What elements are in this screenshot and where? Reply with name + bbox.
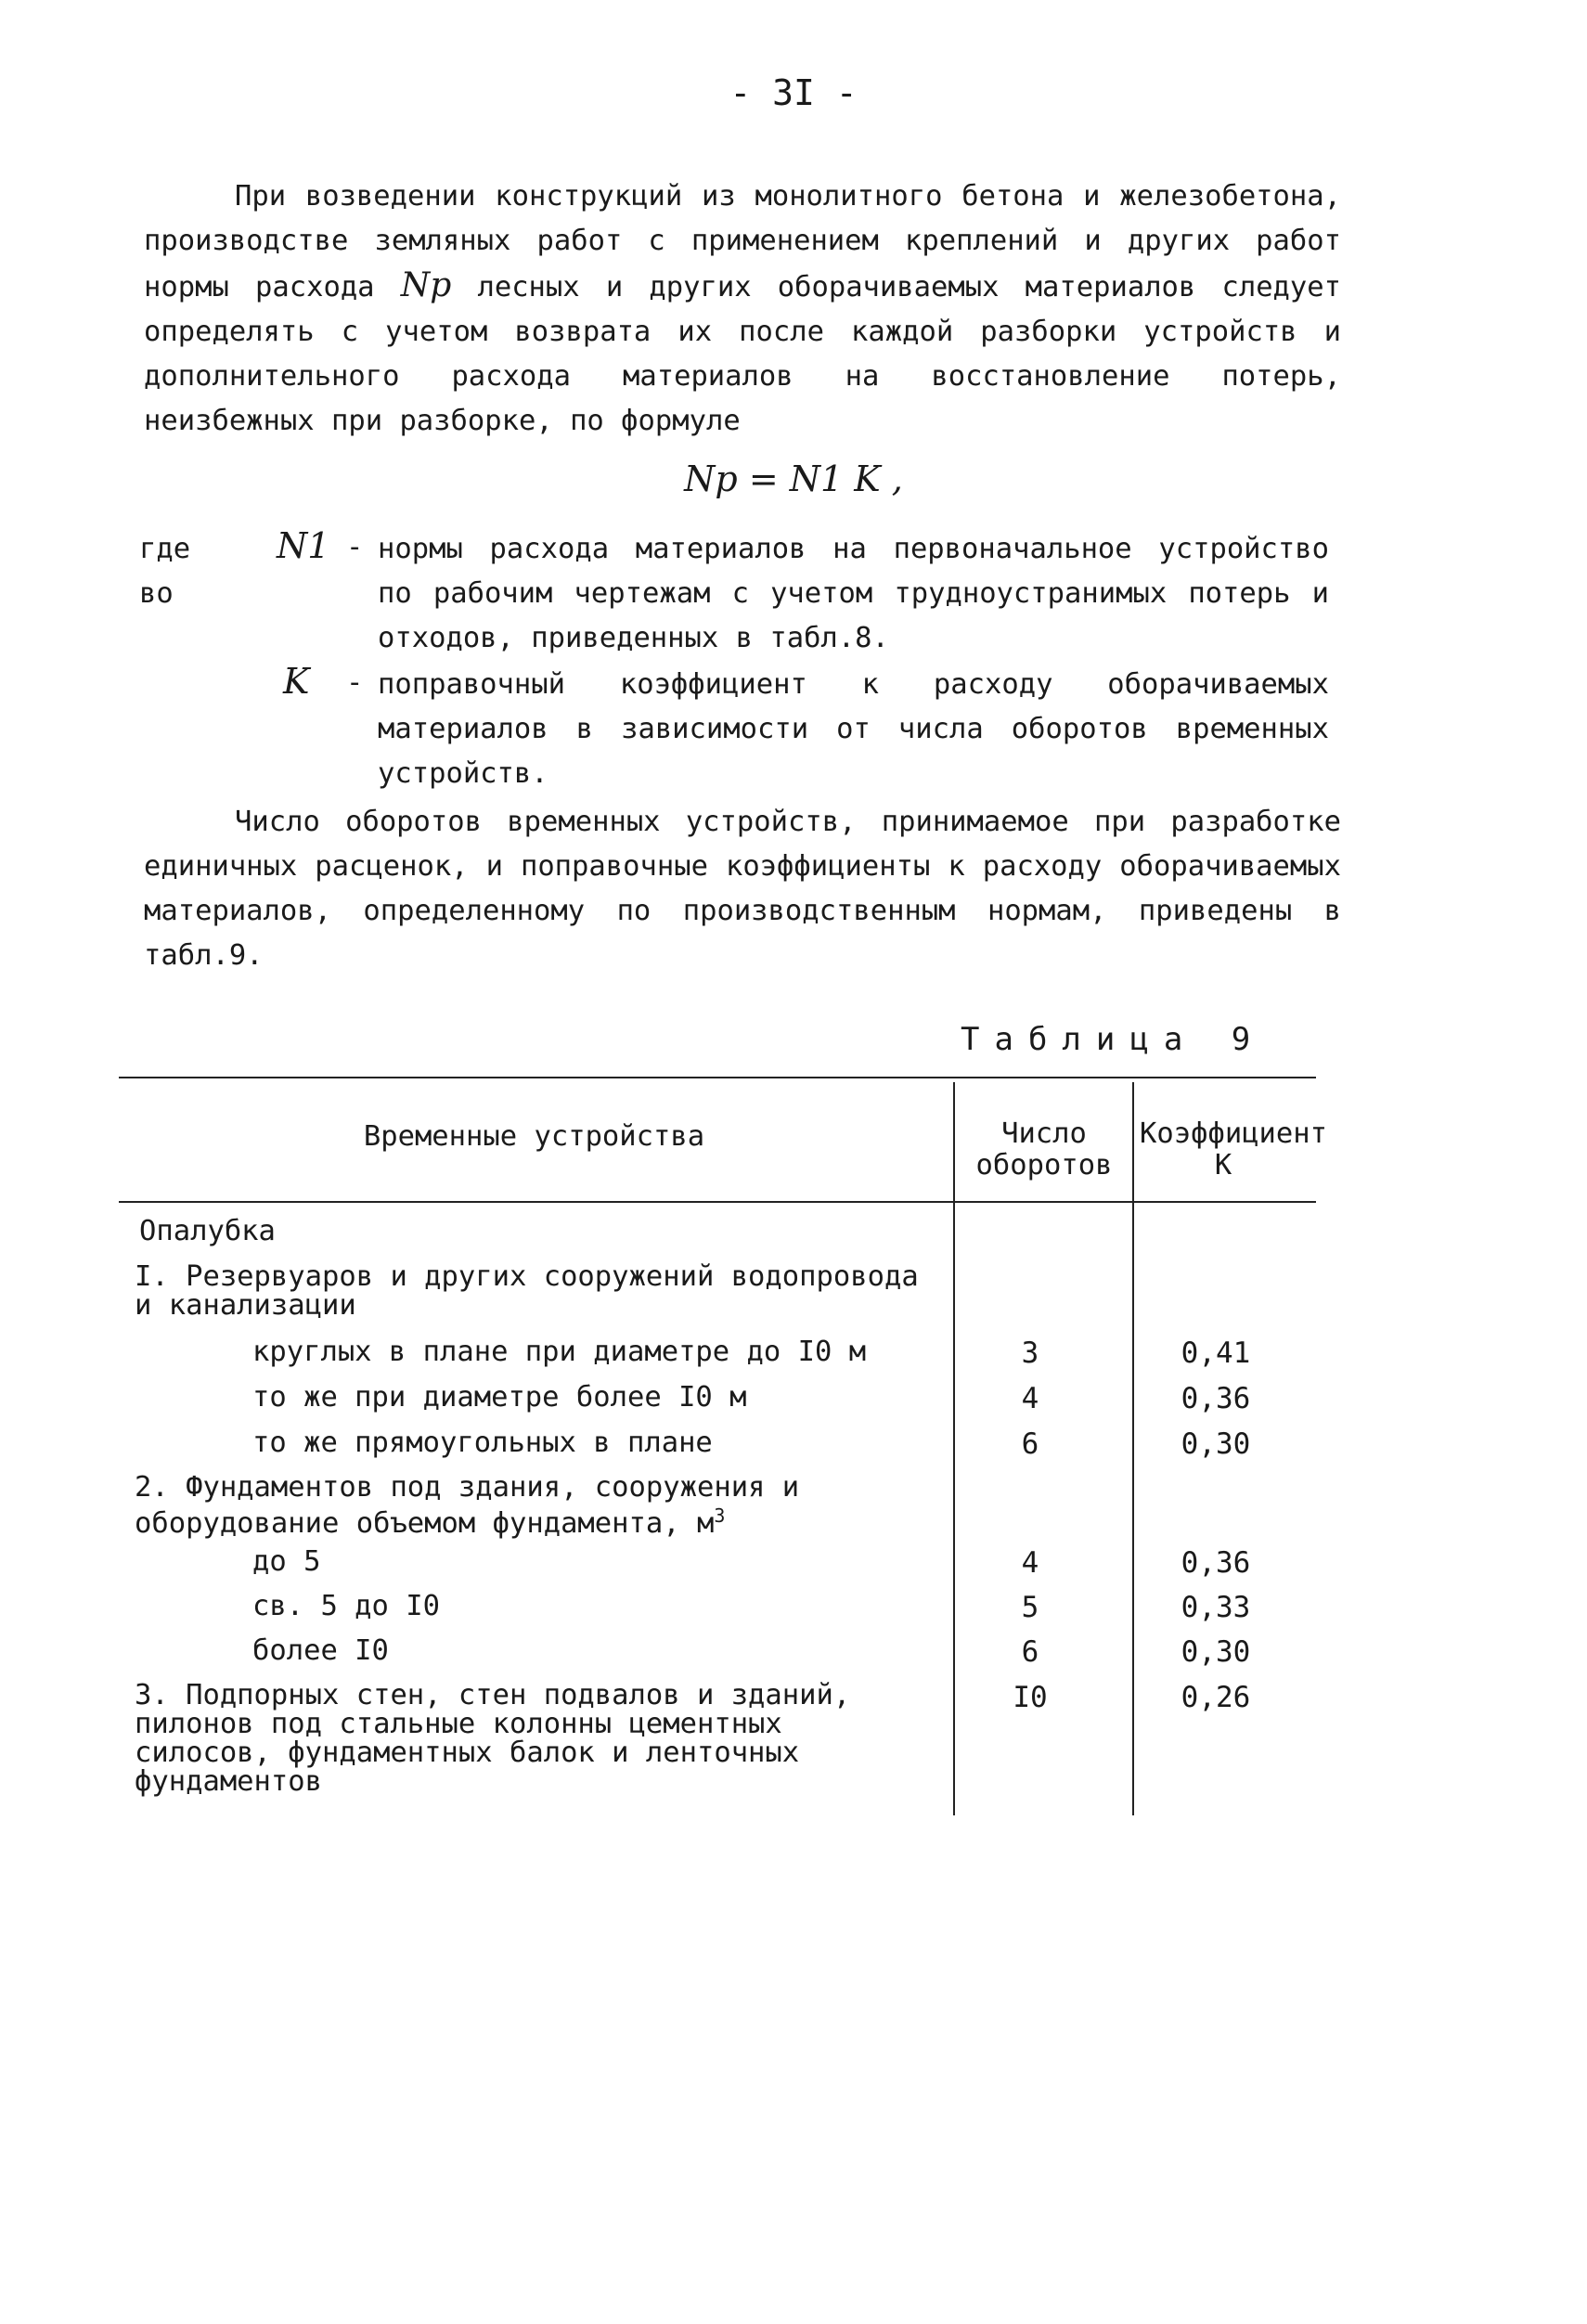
table-row-turns: I0	[1013, 1681, 1048, 1714]
group-3-title: 3. Подпорных стен, стен подвалов и зданий, пилонов под стальные колонны цементных силосов, фундаментных балок и ленточных фундаментов	[135, 1679, 851, 1798]
table-row-turns: 6	[1021, 1635, 1039, 1669]
k-dash: -	[346, 666, 364, 699]
group-2-title: 2. Фундаментов под здания, сооружения и оборудование объемом фундамента, $м^3$	[135, 1471, 800, 1541]
table-top-rule	[119, 1077, 1316, 1078]
formula: Nр = N1 K ,	[684, 458, 903, 499]
page-number: - 3I -	[729, 72, 858, 113]
table-row-turns: 4	[1021, 1382, 1039, 1415]
intro-paragraph-2: Число оборотов временных устройств, принимаемое при разработке единичных расценок, и поправочные коэффициенты к расходу оборачиваемых материалов, определенному по производственным нормам, приведены в табл.9.	[144, 806, 1341, 972]
table-row-coef: 0,41	[1181, 1336, 1251, 1370]
table-row-label: до 5	[252, 1545, 321, 1578]
n1-symbol: N1	[277, 525, 330, 566]
table-row-coef: 0,36	[1181, 1382, 1251, 1415]
table-row-turns: 6	[1021, 1427, 1039, 1461]
k-symbol: K	[283, 661, 310, 702]
table-row-coef: 0,33	[1181, 1591, 1251, 1624]
where-label-continuation: во	[139, 577, 174, 610]
table-header-rule	[119, 1201, 1316, 1203]
table-row-label: круглых в плане при диаметре до I0 м	[252, 1336, 867, 1368]
header-device: Временные устройства	[363, 1120, 705, 1153]
table-row-label: то же при диаметре более I0 м	[252, 1381, 747, 1414]
table-row-label: то же прямоугольных в плане	[252, 1427, 713, 1459]
table-row-coef: 0,30	[1181, 1427, 1251, 1461]
table-row-label: более I0	[252, 1634, 389, 1667]
column-divider-2	[1132, 1082, 1134, 1815]
table-row-turns: 5	[1021, 1591, 1039, 1624]
table-caption: Таблица 9	[961, 1021, 1266, 1058]
n1-definition: нормы расхода материалов на первоначальное устройство по рабочим чертежам с учетом трудноустранимых потерь и отходов, приведенных в табл.8.	[378, 533, 1329, 654]
table-row-label: св. 5 до I0	[252, 1590, 440, 1622]
n1-dash: -	[346, 531, 364, 563]
intro-paragraph-1: При возведении конструкций из монолитного бетона и железобетона, производстве земляных работ с применением креплений и других работ нормы расхода Nр лесных и других оборачиваемых материалов следует определять с учетом возврата их после каждой разборки устройств и дополнительного расхода материалов на восстановление потерь, неизбежных при разборке, по формуле	[144, 180, 1342, 437]
header-turns: Число оборотов	[975, 1117, 1113, 1181]
group-1-title: I. Резервуаров и других сооружений водопровода и канализации	[135, 1260, 919, 1322]
table-row-turns: 4	[1021, 1546, 1039, 1580]
where-label: где	[139, 533, 191, 565]
table-row-coef: 0,36	[1181, 1546, 1251, 1580]
k-definition: поправочный коэффициент к расходу оборачиваемых материалов в зависимости от числа оборотов временных устройств.	[378, 668, 1329, 790]
section-title: Опалубка	[139, 1215, 276, 1247]
table-row-coef: 0,26	[1181, 1681, 1251, 1714]
table-row-coef: 0,30	[1181, 1635, 1251, 1669]
column-divider-1	[953, 1082, 955, 1815]
cubic-superscript: 3	[714, 1504, 726, 1527]
np-variable: Nр	[400, 266, 452, 304]
table-row-turns: 3	[1021, 1336, 1039, 1370]
header-coef: Коэффициент К	[1140, 1117, 1327, 1181]
